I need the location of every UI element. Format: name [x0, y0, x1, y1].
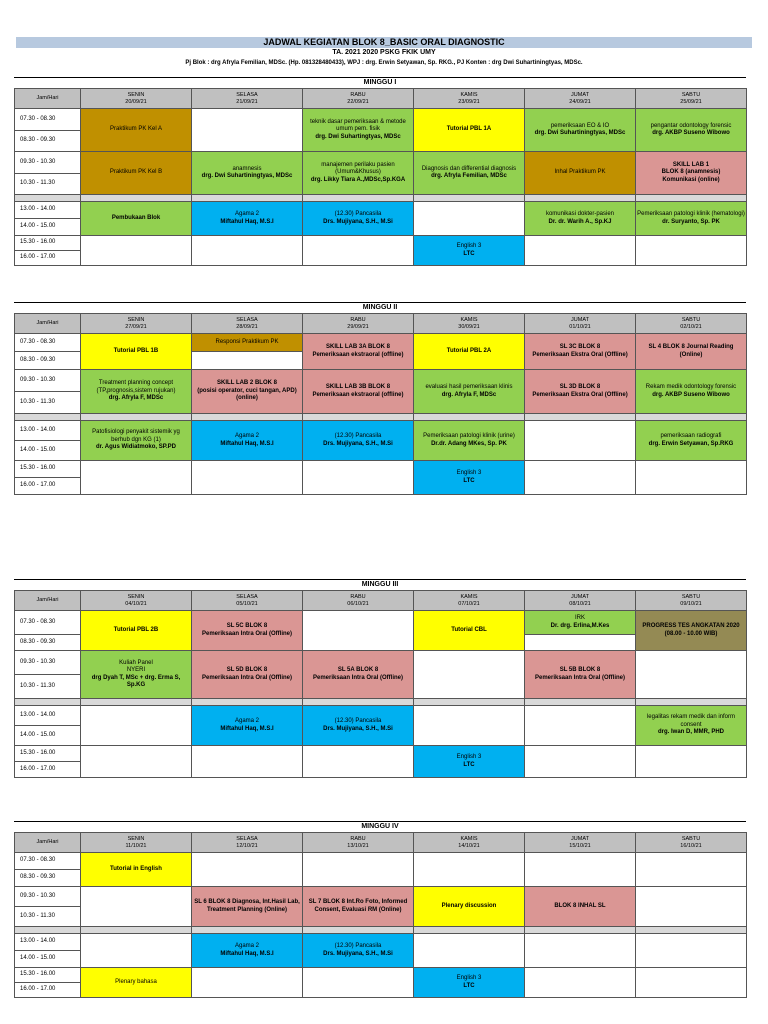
schedule-cell: Diagnosis dan differential diagnosis drg. Afryla Femilian, MDSc — [414, 152, 525, 195]
schedule-cell: SL 7 BLOK 8 Int.Ro Foto, Informed Consent, Evaluasi RM (Online) — [303, 887, 414, 927]
day-header-senin: SENIN 04/10/21 — [81, 591, 192, 611]
day-header-kamis: KAMIS 07/10/21 — [414, 591, 525, 611]
schedule-cell: Patofisiologi penyakit sistemik yg berhub dgn KG (1) dr. Agus Widiatmoko, SP.PD — [81, 421, 192, 461]
time-slot: 16.00 - 17.00 — [15, 983, 81, 998]
schedule-cell: SKILL LAB 3B BLOK 8 Pemeriksaan ekstraoral (offline) — [303, 370, 414, 414]
schedule-cell: Tutorial PBL 1A — [414, 109, 525, 152]
day-header-sabtu: SABTU 16/10/21 — [636, 833, 747, 853]
empty-cell — [192, 109, 303, 152]
time-slot: 16.00 - 17.00 — [15, 478, 81, 495]
day-header-sabtu: SABTU 02/10/21 — [636, 314, 747, 334]
schedule-cell: English 3 LTC — [414, 746, 525, 778]
schedule-cell: SL 4 BLOK 8 Journal Reading (Online) — [636, 334, 747, 370]
schedule-cell: Plenary discussion — [414, 887, 525, 927]
schedule-cell: English 3 LTC — [414, 461, 525, 495]
week-2-table — [14, 313, 747, 495]
schedule-cell: Tutorial PBL 2A — [414, 334, 525, 370]
time-slot: 14.00 - 15.00 — [15, 726, 81, 746]
schedule-cell: SL 5B BLOK 8 Pemeriksaan Intra Oral (Offline) — [525, 651, 636, 699]
schedule-cell: Inhal Praktikum PK — [525, 152, 636, 195]
schedule-cell: Pemeriksaan patologi klinik (hematologi) dr. Suryanto, Sp. PK — [636, 202, 747, 236]
schedule-cell: Rekam medik odontology forensic drg. AKBP Suseno Wibowo — [636, 370, 747, 414]
schedule-cell: SKILL LAB 3A BLOK 8 Pemeriksaan ekstraoral (offline) — [303, 334, 414, 370]
time-slot: 10.30 - 11.30 — [15, 174, 81, 195]
time-slot: 07.30 - 08.30 — [15, 334, 81, 352]
time-slot: 14.00 - 15.00 — [15, 951, 81, 968]
day-header-selasa: SELASA 28/09/21 — [192, 314, 303, 334]
day-header-senin: SENIN 20/09/21 — [81, 89, 192, 109]
empty-cell — [81, 706, 192, 746]
day-header-rabu: RABU 22/09/21 — [303, 89, 414, 109]
schedule-cell: SKILL LAB 1 BLOK 8 (anamnesis) Komunikasi (online) — [636, 152, 747, 195]
time-slot: 09.30 - 10.30 — [15, 152, 81, 174]
schedule-cell: evaluasi hasil pemeriksaan klinis drg. Afryla F, MDSc — [414, 370, 525, 414]
empty-cell — [636, 651, 747, 699]
time-slot: 10.30 - 11.30 — [15, 675, 81, 699]
day-header-jumat: JUMAT 01/10/21 — [525, 314, 636, 334]
empty-cell — [81, 887, 192, 927]
schedule-cell: SL 5C BLOK 8 Pemeriksaan Intra Oral (Offline) — [192, 611, 303, 651]
time-slot: 16.00 - 17.00 — [15, 251, 81, 266]
time-slot: 16.00 - 17.00 — [15, 762, 81, 778]
day-header-kamis: KAMIS 30/09/21 — [414, 314, 525, 334]
schedule-cell: PROGRESS TES ANGKATAN 2020 (08.00 - 10.00 WIB) — [636, 611, 747, 651]
time-slot: 15.30 - 16.00 — [15, 236, 81, 251]
time-slot: 14.00 - 15.00 — [15, 441, 81, 461]
empty-cell — [414, 202, 525, 236]
schedule-cell: English 3 LTC — [414, 968, 525, 998]
schedule-cell: teknik dasar pemeriksaan & metode umum pem. fisik drg. Dwi Suhartingtyas, MDSc — [303, 109, 414, 152]
week-4-table — [14, 832, 747, 998]
jam-hari-header: Jam/Hari — [15, 89, 81, 109]
week-4-section — [14, 821, 746, 998]
time-slot: 10.30 - 11.30 — [15, 907, 81, 927]
day-header-rabu: RABU 13/10/21 — [303, 833, 414, 853]
schedule-cell: SKILL LAB 2 BLOK 8 (posisi operator, cuci tangan, APD) (online) — [192, 370, 303, 414]
schedule-cell: Tutorial CBL — [414, 611, 525, 651]
schedule-cell: Pemeriksaan patologi klinik (urine) Dr.dr. Adang MKes, Sp. PK — [414, 421, 525, 461]
time-slot: 13.00 - 14.00 — [15, 202, 81, 219]
time-slot: 15.30 - 16.00 — [15, 746, 81, 762]
schedule-cell: Plenary bahasa — [81, 968, 192, 998]
schedule-cell: komunikasi dokter-pasien Dr. dr. Warih A., Sp.KJ — [525, 202, 636, 236]
empty-cell — [414, 651, 525, 699]
schedule-cell: Tutorial PBL 1B — [81, 334, 192, 370]
day-header-selasa: SELASA 12/10/21 — [192, 833, 303, 853]
day-header-row — [15, 833, 747, 853]
schedule-cell: Agama 2 Miftahul Haq, M.S.I — [192, 421, 303, 461]
schedule-cell: SL 3C BLOK 8 Pemeriksaan Ekstra Oral (Offline) — [525, 334, 636, 370]
week-2-section — [14, 302, 746, 495]
day-header-selasa: SELASA 05/10/21 — [192, 591, 303, 611]
schedule-cell: Tutorial in English — [81, 853, 192, 887]
schedule-cell: Pembukaan Blok — [81, 202, 192, 236]
time-slot: 08.30 - 09.30 — [15, 870, 81, 887]
day-header-sabtu: SABTU 09/10/21 — [636, 591, 747, 611]
day-header-row — [15, 89, 747, 109]
jam-hari-header: Jam/Hari — [15, 314, 81, 334]
break-row — [15, 927, 747, 934]
schedule-cell: English 3 LTC — [414, 236, 525, 266]
week-1-table — [14, 88, 747, 266]
time-slot: 15.30 - 16.00 — [15, 968, 81, 983]
time-slot: 07.30 - 08.30 — [15, 853, 81, 870]
time-slot: 07.30 - 08.30 — [15, 109, 81, 131]
day-header-senin: SENIN 27/09/21 — [81, 314, 192, 334]
empty-cell — [636, 887, 747, 927]
break-row — [15, 195, 747, 202]
schedule-cell: (12.30) Pancasila Drs. Mujiyana, S.H., M.Si — [303, 934, 414, 968]
schedule-cell: Tutorial PBL 2B — [81, 611, 192, 651]
schedule-cell: SL 6 BLOK 8 Diagnosa, Int.Hasil Lab, Treatment Planning (Online) — [192, 887, 303, 927]
day-header-kamis: KAMIS 14/10/21 — [414, 833, 525, 853]
document-title: JADWAL KEGIATAN BLOK 8_BASIC ORAL DIAGNOSTIC — [16, 37, 752, 48]
week-title: MINGGU III — [14, 579, 746, 590]
schedule-cell: pengantar odontology forensic drg. AKBP Suseno Wibowo — [636, 109, 747, 152]
day-header-rabu: RABU 06/10/21 — [303, 591, 414, 611]
week-title: MINGGU IV — [14, 821, 746, 832]
document-subtitle: TA. 2021 2020 PSKG FKIK UMY — [332, 49, 436, 56]
schedule-cell: (12.30) Pancasila Drs. Mujiyana, S.H., M.Si — [303, 706, 414, 746]
week-title: MINGGU II — [14, 302, 746, 313]
person-in-charge-line: Pj Blok : drg Afryla Femilian, MDSc. (Hp. 081328480433), WPJ : drg. Erwin Setyawan, Sp. RKG., PJ Konten : drg Dwi Suhartiningtyas, MDSc. — [185, 60, 583, 66]
document-header — [0, 0, 768, 68]
schedule-cell: SL 5D BLOK 8 Pemeriksaan Intra Oral (Offline) — [192, 651, 303, 699]
schedule-cell: (12.30) Pancasila Drs. Mujiyana, S.H., M.Si — [303, 202, 414, 236]
week-1-section — [14, 77, 746, 266]
day-header-sabtu: SABTU 25/09/21 — [636, 89, 747, 109]
time-slot: 13.00 - 14.00 — [15, 706, 81, 726]
time-slot: 08.30 - 09.30 — [15, 635, 81, 651]
day-header-jumat: JUMAT 15/10/21 — [525, 833, 636, 853]
day-header-jumat: JUMAT 08/10/21 — [525, 591, 636, 611]
schedule-cell: anamnesis drg. Dwi Suhartiningtyas, MDSc — [192, 152, 303, 195]
time-slot: 14.00 - 15.00 — [15, 219, 81, 236]
schedule-cell: (12.30) Pancasila Drs. Mujiyana, S.H., M.Si — [303, 421, 414, 461]
day-header-rabu: RABU 29/09/21 — [303, 314, 414, 334]
break-row — [15, 699, 747, 706]
day-header-row — [15, 314, 747, 334]
day-header-jumat: JUMAT 24/09/21 — [525, 89, 636, 109]
schedule-cell: IRK Dr. drg. Erlina,M.Kes — [525, 611, 636, 635]
time-slot: 15.30 - 16.00 — [15, 461, 81, 478]
schedule-cell: Praktikum PK Kel B — [81, 152, 192, 195]
jam-hari-header: Jam/Hari — [15, 833, 81, 853]
day-header-senin: SENIN 11/10/21 — [81, 833, 192, 853]
schedule-cell: pemeriksaan EO & IO drg. Dwi Suhartiningtyas, MDSc — [525, 109, 636, 152]
week-3-table — [14, 590, 747, 778]
jam-hari-header: Jam/Hari — [15, 591, 81, 611]
time-slot: 13.00 - 14.00 — [15, 421, 81, 441]
schedule-cell: Agama 2 Miftahul Haq, M.S.I — [192, 706, 303, 746]
time-slot: 08.30 - 09.30 — [15, 352, 81, 370]
day-header-row — [15, 591, 747, 611]
time-slot: 10.30 - 11.30 — [15, 392, 81, 414]
schedule-cell: SL 5A BLOK 8 Pemeriksaan Intra Oral (Offline) — [303, 651, 414, 699]
schedule-cell: Responsi Praktikum PK — [192, 334, 303, 352]
schedule-cell: Agama 2 Miftahul Haq, M.S.I — [192, 202, 303, 236]
schedule-cell: SL 3D BLOK 8 Pemeriksaan Ekstra Oral (Offline) — [525, 370, 636, 414]
empty-cell — [303, 611, 414, 651]
time-slot: 09.30 - 10.30 — [15, 651, 81, 675]
schedule-cell: Agama 2 Miftahul Haq, M.S.I — [192, 934, 303, 968]
schedule-cell: pemeriksaan radiografi drg. Erwin Setyawan, Sp.RKG — [636, 421, 747, 461]
schedule-cell: manajemen perilaku pasien (Umum&Khusus) drg. Likky Tiara A.,MDSc,Sp.KGA — [303, 152, 414, 195]
schedule-cell: Treatment planning concept (TP,prognosis,sistem rujukan) drg. Afryla F, MDSc — [81, 370, 192, 414]
time-slot: 07.30 - 08.30 — [15, 611, 81, 635]
break-row — [15, 414, 747, 421]
empty-cell — [525, 421, 636, 461]
week-title: MINGGU I — [14, 77, 746, 88]
schedule-cell: Praktikum PK Kel A — [81, 109, 192, 152]
schedule-cell: Kuliah Panel NYERI drg Dyah T, MSc + drg. Erma S, Sp.KG — [81, 651, 192, 699]
day-header-selasa: SELASA 21/09/21 — [192, 89, 303, 109]
day-header-kamis: KAMIS 23/09/21 — [414, 89, 525, 109]
time-slot: 13.00 - 14.00 — [15, 934, 81, 951]
time-slot: 09.30 - 10.30 — [15, 887, 81, 907]
schedule-cell: legalitas rekam medik dan inform consent drg. Iwan D, MMR, PHD — [636, 706, 747, 746]
week-3-section — [14, 579, 746, 778]
time-slot: 09.30 - 10.30 — [15, 370, 81, 392]
time-slot: 08.30 - 09.30 — [15, 131, 81, 152]
schedule-cell: BLOK 8 INHAL SL — [525, 887, 636, 927]
